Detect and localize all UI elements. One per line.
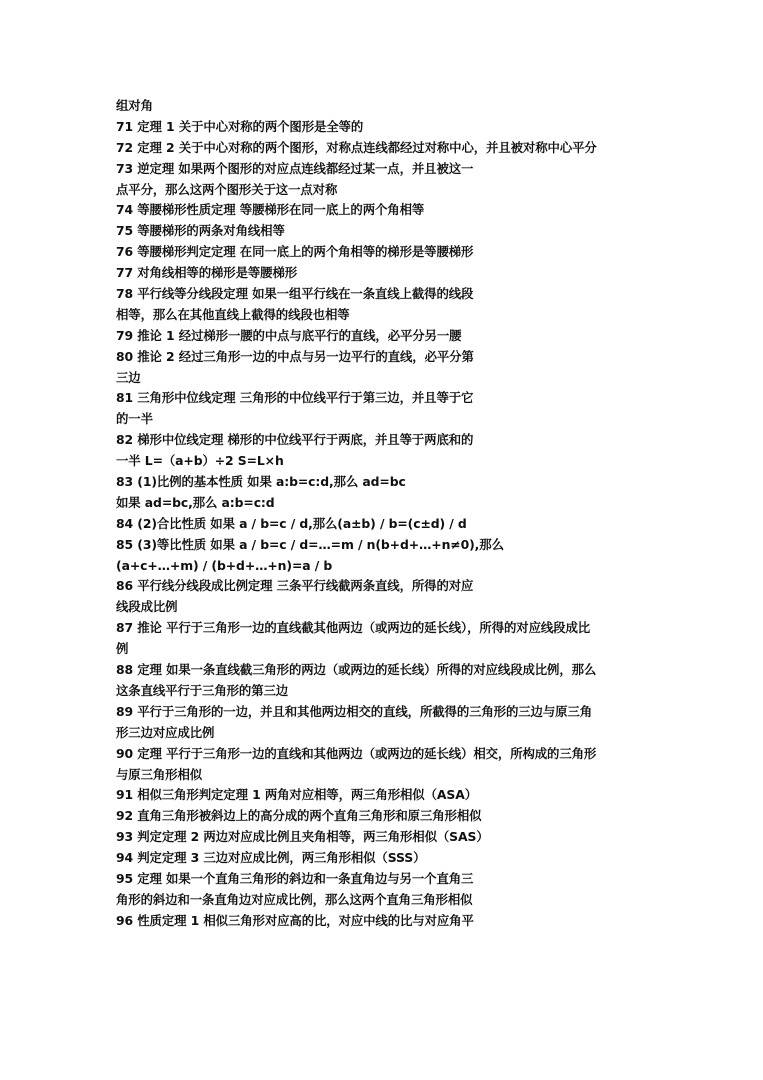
text-line: 87 推论 平行于三角形一边的直线截其他两边（或两边的延长线），所得的对应线段成比 [116,620,591,636]
text-line: 73 逆定理 如果两个图形的对应点连线都经过某一点，并且被这一 [116,160,474,176]
text-line: 82 梯形中位线定理 梯形的中位线平行于两底，并且等于两底和的 [116,432,474,448]
text-line: 79 推论 1 经过梯形一腰的中点与底平行的直线，必平分另一腰 [116,327,462,343]
text-line: 74 等腰梯形性质定理 等腰梯形在同一底上的两个角相等 [116,202,425,218]
text-line: 83 (1)比例的基本性质 如果 a:b=c:d,那么 ad=bc [116,474,406,490]
text-line: 三边 [116,369,141,385]
text-line: 93 判定定理 2 两边对应成比例且夹角相等，两三角形相似（SAS） [116,829,489,845]
text-line: 76 等腰梯形判定定理 在同一底上的两个角相等的梯形是等腰梯形 [116,244,474,260]
text-line: 的一半 [116,411,153,427]
text-line: 这条直线平行于三角形的第三边 [116,682,289,698]
text-line: 80 推论 2 经过三角形一边的中点与另一边平行的直线，必平分第 [116,348,474,364]
text-line: 相等，那么在其他直线上截得的线段也相等 [116,306,350,322]
text-line: 形三边对应成比例 [116,724,215,740]
text-line: 例 [116,641,129,657]
text-line: 如果 ad=bc,那么 a:b=c:d [116,494,275,510]
text-line: 77 对角线相等的梯形是等腰梯形 [116,265,298,281]
text-line: 点平分，那么这两个图形关于这一点对称 [116,181,338,197]
text-line: 96 性质定理 1 相似三角形对应高的比，对应中线的比与对应角平 [116,912,474,928]
text-line: 与原三角形相似 [116,766,203,782]
text-line: 90 定理 平行于三角形一边的直线和其他两边（或两边的延长线）相交，所构成的三角形 [116,745,597,761]
text-line: 85 (3)等比性质 如果 a / b=c / d=…=m / n(b+d+…+n≠0),那么 [116,536,504,552]
text-line: 88 定理 如果一条直线截三角形的两边（或两边的延长线）所得的对应线段成比例，那么 [116,662,597,678]
text-line: 75 等腰梯形的两条对角线相等 [116,223,285,239]
text-line: 72 定理 2 关于中心对称的两个图形，对称点连线都经过对称中心，并且被对称中心平分 [116,139,597,155]
text-line: 84 (2)合比性质 如果 a / b=c / d,那么(a±b) / b=(c±d) / d [116,515,467,531]
text-line: 78 平行线等分线段定理 如果一组平行线在一条直线上截得的线段 [116,286,474,302]
text-line: 角形的斜边和一条直角边对应成比例，那么这两个直角三角形相似 [116,891,473,907]
text-line: 组对角 [116,98,153,113]
text-line: 71 定理 1 关于中心对称的两个图形是全等的 [116,118,364,134]
text-line: 92 直角三角形被斜边上的高分成的两个直角三角形和原三角形相似 [116,808,482,824]
text-line: (a+c+…+m) / (b+d+…+n)=a / b [116,557,333,573]
text-line: 线段成比例 [116,599,178,615]
text-line: 89 平行于三角形的一边，并且和其他两边相交的直线，所截得的三角形的三边与原三角 [116,703,593,719]
text-line: 86 平行线分线段成比例定理 三条平行线截两条直线，所得的对应 [116,578,474,594]
text-line: 95 定理 如果一个直角三角形的斜边和一条直角边与另一个直角三 [116,870,474,886]
document-body [116,96,656,932]
text-line: 91 相似三角形判定定理 1 两角对应相等，两三角形相似（ASA） [116,787,477,803]
text-line: 81 三角形中位线定理 三角形的中位线平行于第三边，并且等于它 [116,390,474,406]
text-line: 一半 L=（a+b）÷2 S=L×h [116,453,284,469]
text-line: 94 判定定理 3 三边对应成比例，两三角形相似（SSS） [116,850,426,866]
